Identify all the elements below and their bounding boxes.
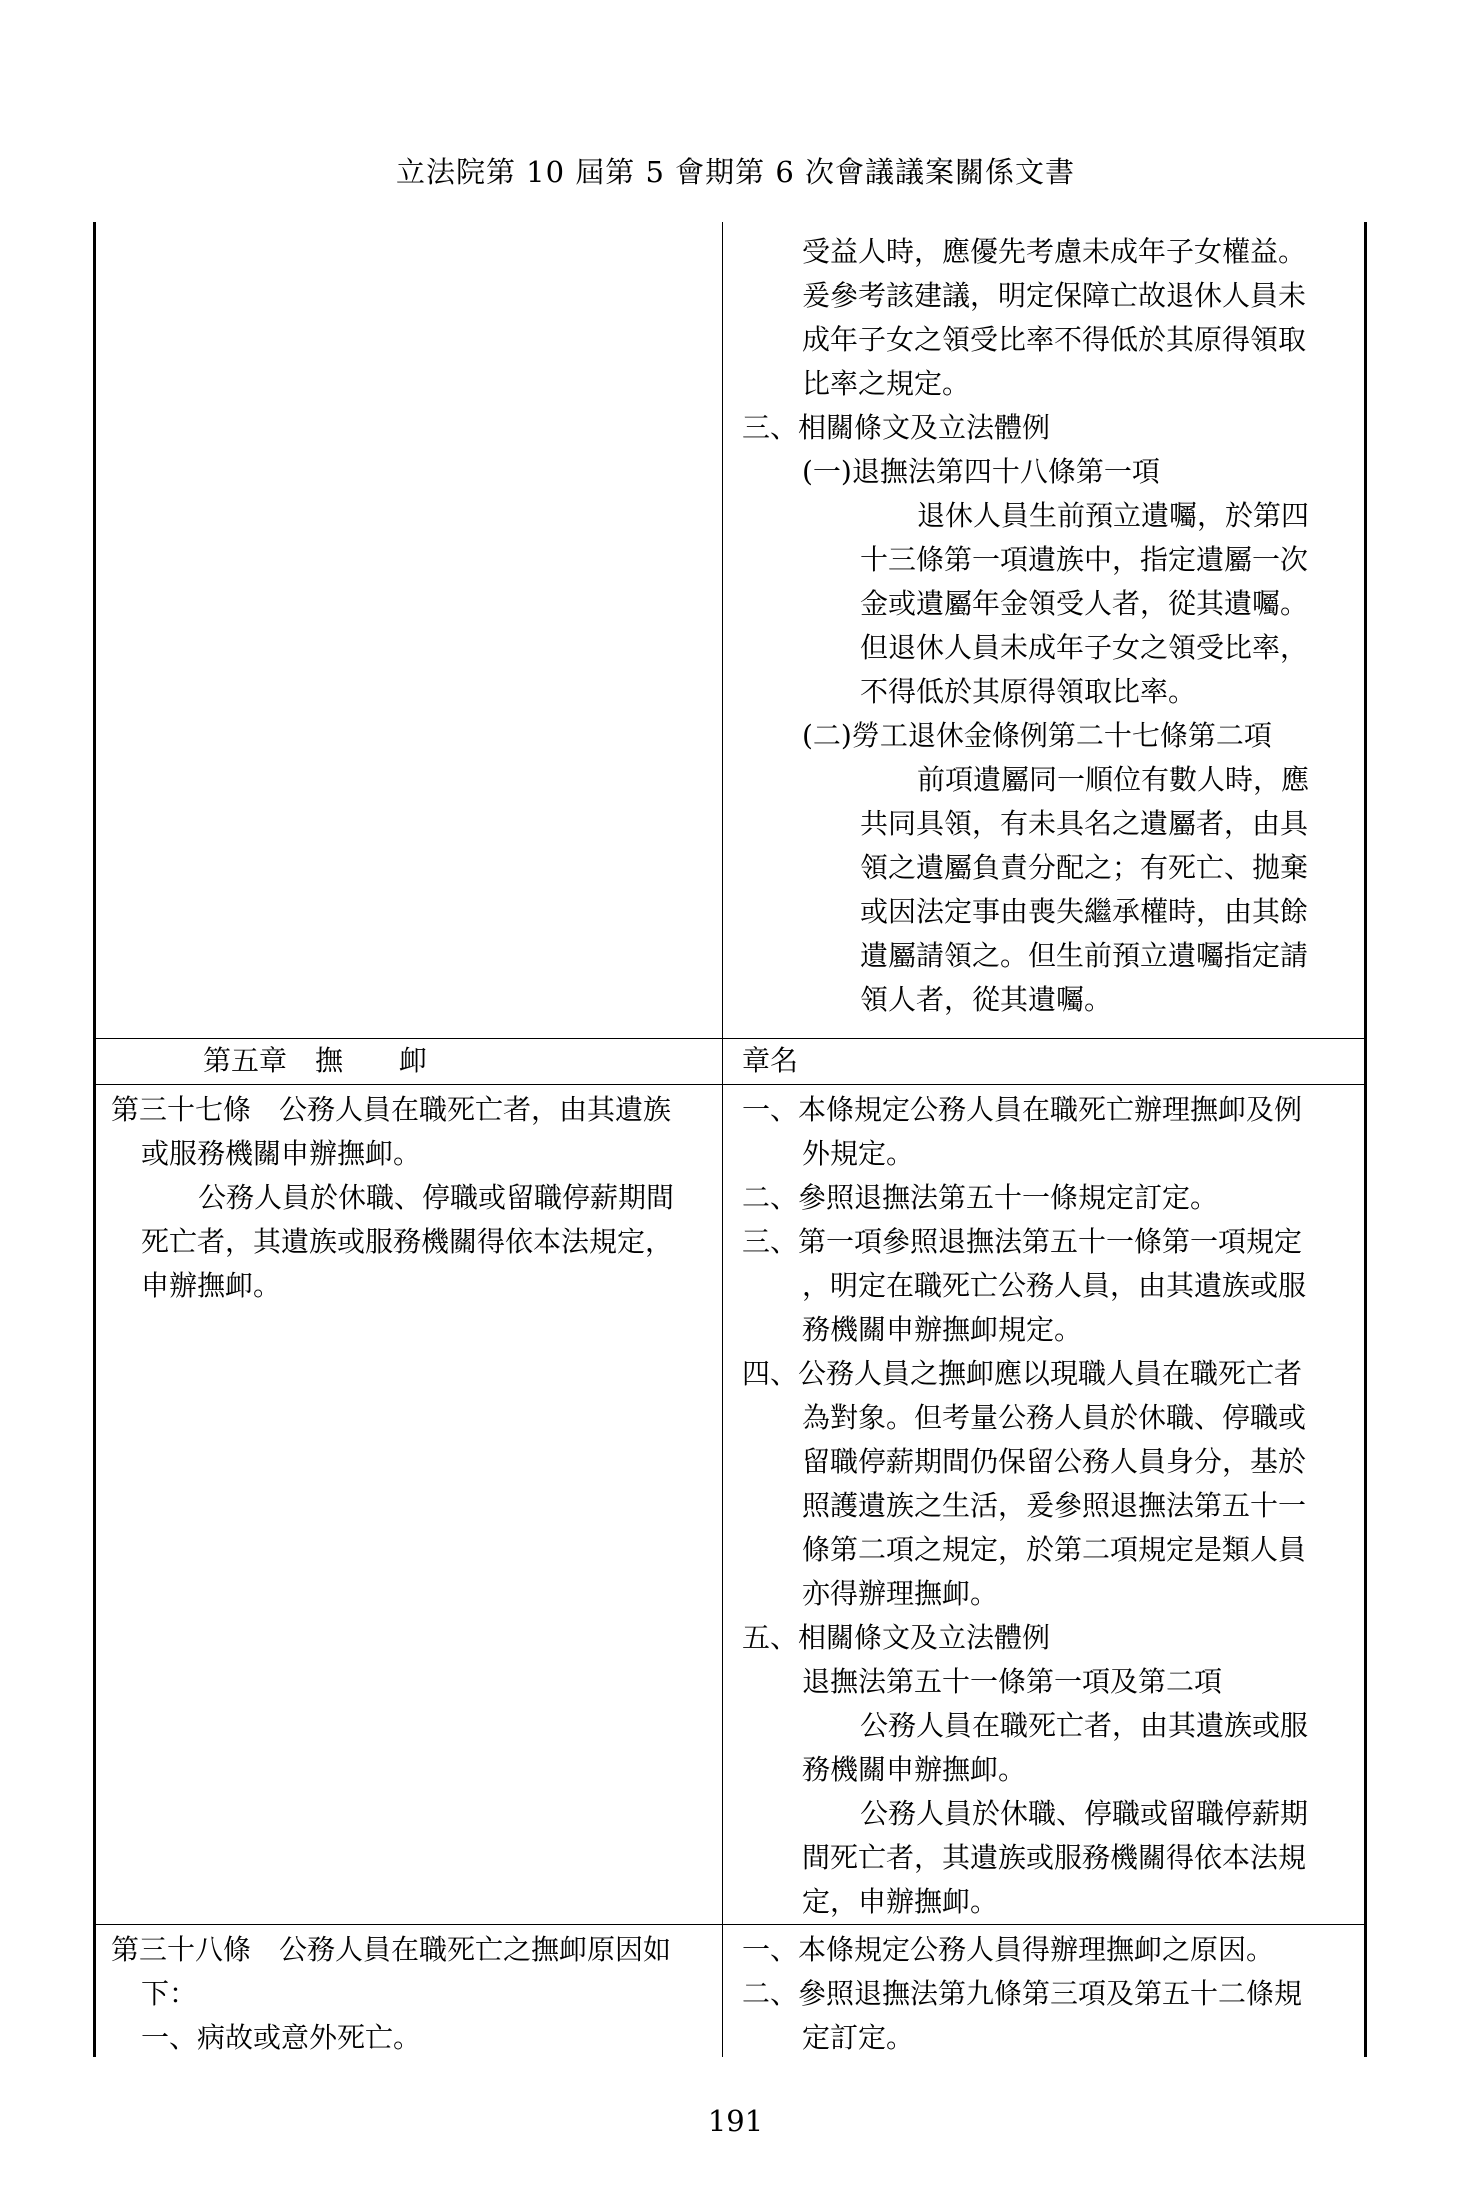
explanation-line: (二)勞工退休金條例第二十七條第二項: [802, 719, 1272, 752]
comparison-table: [93, 222, 1367, 2057]
explanation-line: 領人者，從其遺囑。: [860, 983, 1113, 1016]
explanation-line: 定訂定。: [802, 2021, 915, 2054]
provision-line: 第三十八條 公務人員在職死亡之撫卹原因如: [111, 1933, 672, 1966]
chapter-note: 章名: [742, 1044, 799, 1077]
explanation-line: 退撫法第五十一條第一項及第二項: [802, 1665, 1223, 1698]
explanation-line: 共同具領，有未具名之遺屬者，由具: [860, 807, 1309, 840]
provision-line: 下：: [141, 1977, 198, 2010]
article-38-explanation: [742, 1928, 1302, 2060]
explanation-line: 間死亡者，其遺族或服務機關得依本法規: [802, 1841, 1307, 1874]
explanation-line: 一、本條規定公務人員在職死亡辦理撫卹及例: [742, 1093, 1303, 1126]
explanation-line: 受益人時，應優先考慮未成年子女權益。: [802, 235, 1307, 268]
explanation-line: 金或遺屬年金領受人者，從其遺囑。: [860, 587, 1309, 620]
page-number: 191: [707, 2104, 764, 2138]
explanation-line: 領之遺屬負責分配之；有死亡、拋棄: [860, 851, 1309, 884]
article-37-provision: [111, 1088, 674, 1308]
provision-line: 死亡者，其遺族或服務機關得依本法規定，: [141, 1225, 674, 1258]
chapter-title: 第五章 撫 卹: [203, 1044, 428, 1077]
explanation-line: 公務人員於休職、停職或留職停薪期: [860, 1797, 1309, 1830]
article-38-provision: [111, 1928, 671, 2060]
row-divider: [93, 1084, 1367, 1085]
table-border-right: [1364, 222, 1367, 2057]
provision-line: 公務人員於休職、停職或留職停薪期間: [198, 1181, 675, 1214]
provision-line: 申辦撫卹。: [141, 1269, 282, 1302]
explanation-line: 為對象。但考量公務人員於休職、停職或: [802, 1401, 1307, 1434]
explanation-line: 不得低於其原得領取比率。: [860, 675, 1197, 708]
explanation-line: 條第二項之規定，於第二項規定是類人員: [802, 1533, 1307, 1566]
explanation-line: 照護遺族之生活，爰參照退撫法第五十一: [802, 1489, 1307, 1522]
explanation-line: 比率之規定。: [802, 367, 971, 400]
provision-line: 或服務機關申辦撫卹。: [141, 1137, 422, 1170]
explanation-line: 二、參照退撫法第九條第三項及第五十二條規: [742, 1977, 1303, 2010]
explanation-line: 退休人員生前預立遺囑，於第四: [917, 499, 1310, 532]
explanation-line: 外規定。: [802, 1137, 915, 1170]
explanation-line: 三、第一項參照退撫法第五十一條第一項規定: [742, 1225, 1303, 1258]
article-37-explanation: [742, 1088, 1308, 1924]
explanation-line: 四、公務人員之撫卹應以現職人員在職死亡者: [742, 1357, 1303, 1390]
explanation-line: 公務人員在職死亡者，由其遺族或服: [860, 1709, 1309, 1742]
row-divider: [93, 1924, 1367, 1925]
explanation-line: 務機關申辦撫卹。: [802, 1753, 1027, 1786]
explanation-line: 三、相關條文及立法體例: [742, 411, 1051, 444]
explanation-line: 五、相關條文及立法體例: [742, 1621, 1051, 1654]
explanation-line: 十三條第一項遺族中，指定遺屬一次: [860, 543, 1309, 576]
table-column-divider: [722, 222, 723, 2057]
explanation-line: 定，申辦撫卹。: [802, 1885, 999, 1918]
provision-line: 一、病故或意外死亡。: [141, 2021, 422, 2054]
explanation-line: 務機關申辦撫卹規定。: [802, 1313, 1083, 1346]
provision-line: 第三十七條 公務人員在職死亡者，由其遺族: [111, 1093, 672, 1126]
explanation-line: 二、參照退撫法第五十一條規定訂定。: [742, 1181, 1219, 1214]
explanation-line: ，明定在職死亡公務人員，由其遺族或服: [802, 1269, 1307, 1302]
explanation-line: 留職停薪期間仍保留公務人員身分，基於: [802, 1445, 1307, 1478]
table-border-left: [93, 222, 96, 2057]
explanation-line: 爰參考該建議，明定保障亡故退休人員未: [802, 279, 1307, 312]
explanation-line: 一、本條規定公務人員得辦理撫卹之原因。: [742, 1933, 1275, 1966]
explanation-line: 成年子女之領受比率不得低於其原得領取: [802, 323, 1307, 356]
continuation-explanation: [742, 230, 1309, 1022]
explanation-line: 亦得辦理撫卹。: [802, 1577, 999, 1610]
page-header: 立法院第 10 屆第 5 會期第 6 次會議議案關係文書: [395, 155, 1076, 189]
explanation-line: 但退休人員未成年子女之領受比率，: [860, 631, 1309, 664]
explanation-line: 遺屬請領之。但生前預立遺囑指定請: [860, 939, 1309, 972]
explanation-line: 或因法定事由喪失繼承權時，由其餘: [860, 895, 1309, 928]
explanation-line: 前項遺屬同一順位有數人時，應: [917, 763, 1310, 796]
explanation-line: (一)退撫法第四十八條第一項: [802, 455, 1160, 488]
